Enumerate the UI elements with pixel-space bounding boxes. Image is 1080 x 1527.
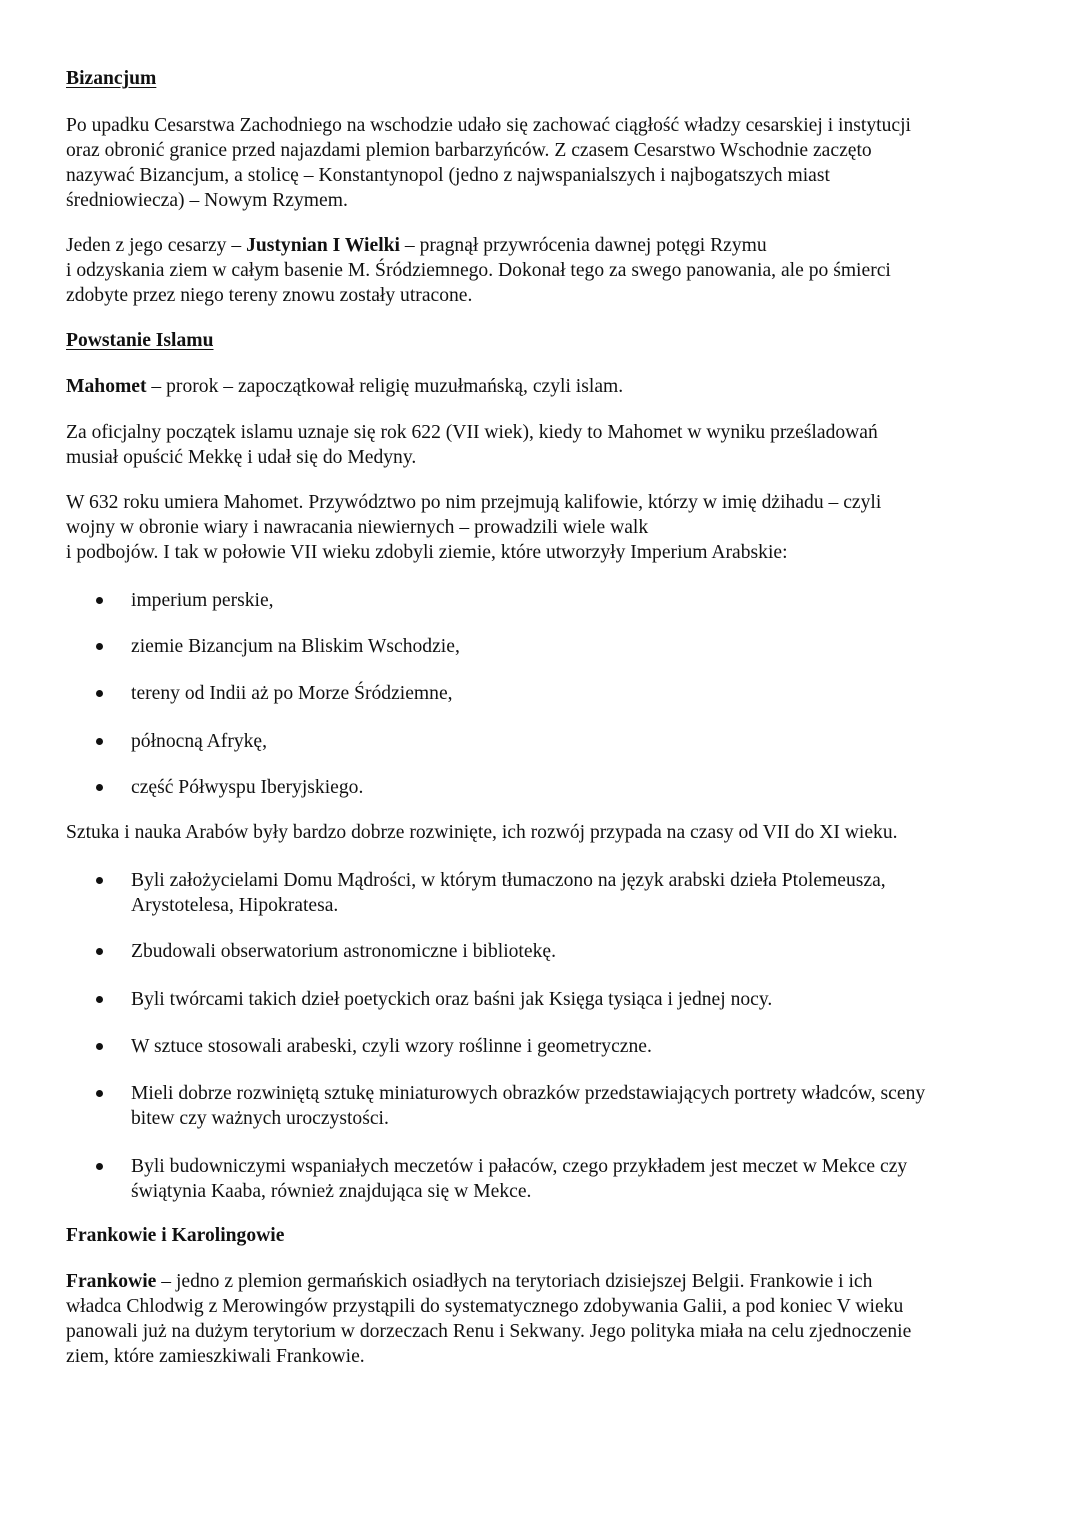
paragraph-line: Za oficjalny początek islamu uznaje się rok 622 (VII wiek), kiedy to Mahomet w wyniku prześladowań (66, 422, 878, 443)
bullet-icon (95, 775, 107, 800)
text-run: – prorok – zapoczątkował religię muzułmańską, czyli islam. (146, 376, 624, 397)
bullet-icon (95, 729, 107, 754)
paragraph-line: nazywać Bizancjum, a stolicę – Konstantynopol (jedno z najwspanialszych i najbogatszych miast (66, 165, 830, 186)
paragraph-line: W 632 roku umiera Mahomet. Przywództwo po nim przejmują kalifowie, którzy w imię dżihadu – czyli (66, 492, 882, 513)
list-item: Byli twórcami takich dzieł poetyckich oraz baśni jak Księga tysiąca i jednej nocy. (131, 989, 773, 1010)
list-item-continuation: Arystotelesa, Hipokratesa. (131, 895, 339, 916)
list-item: W sztuce stosowali arabeski, czyli wzory roślinne i geometryczne. (131, 1036, 652, 1057)
list-item: imperium perskie, (131, 590, 274, 611)
bullet-icon (95, 1154, 107, 1179)
list-item: północną Afrykę, (131, 731, 268, 752)
paragraph-line (66, 233, 767, 258)
paragraph-line: wojny w obronie wiary i nawracania niewiernych – prowadzili wiele walk (66, 517, 649, 538)
paragraph-line (66, 374, 623, 399)
list-item: Zbudowali obserwatorium astronomiczne i bibliotekę. (131, 941, 556, 962)
bullet-icon (95, 634, 107, 659)
paragraph-line: oraz obronić granice przed najazdami plemion barbarzyńców. Z czasem Cesarstwo Wschodnie zaczęto (66, 140, 872, 161)
paragraph-line: i podbojów. I tak w połowie VII wieku zdobyli ziemie, które utworzyły Imperium Arabskie: (66, 542, 788, 563)
paragraph-line (66, 1269, 872, 1294)
list-item-continuation: świątynia Kaaba, również znajdująca się w Mekce. (131, 1181, 532, 1202)
paragraph-line: Po upadku Cesarstwa Zachodniego na wschodzie udało się zachować ciągłość władzy cesarskiej i instytucji (66, 115, 911, 136)
bullet-icon (95, 588, 107, 613)
list-item-continuation: bitew czy ważnych uroczystości. (131, 1108, 389, 1129)
text-run: Jeden z jego cesarzy – (66, 235, 247, 256)
heading-powstanie-islamu: Powstanie Islamu (66, 330, 214, 351)
list-item: tereny od Indii aż po Morze Śródziemne, (131, 683, 453, 704)
paragraph-line: i odzyskania ziem w całym basenie M. Śródziemnego. Dokonał tego za swego panowania, ale po śmierci (66, 260, 891, 281)
paragraph-line: ziem, które zamieszkiwali Frankowie. (66, 1346, 365, 1367)
paragraph-line: panowali już na dużym terytorium w dorzeczach Renu i Sekwany. Jego polityka miała na celu zjednoczenie (66, 1321, 912, 1342)
paragraph-line: Sztuka i nauka Arabów były bardzo dobrze rozwinięte, ich rozwój przypada na czasy od VII do XI wieku. (66, 822, 898, 843)
list-item: ziemie Bizancjum na Bliskim Wschodzie, (131, 636, 460, 657)
list-item: część Półwyspu Iberyjskiego. (131, 777, 364, 798)
bullet-icon (95, 1034, 107, 1059)
bullet-icon (95, 868, 107, 893)
list-item: Mieli dobrze rozwiniętą sztukę miniaturowych obrazków przedstawiających portrety władców, sceny (131, 1083, 926, 1104)
list-item: Byli budowniczymi wspaniałych meczetów i pałaców, czego przykładem jest meczet w Mekce czy (131, 1156, 908, 1177)
paragraph-line: musiał opuścić Mekkę i udał się do Medyny. (66, 447, 417, 468)
heading-frankowie-i-karolingowie: Frankowie i Karolingowie (66, 1225, 285, 1246)
bullet-icon (95, 681, 107, 706)
emphasis-justynian: Justynian I Wielki (246, 235, 400, 256)
emphasis-frankowie: Frankowie (66, 1271, 157, 1292)
paragraph-line: średniowiecza) – Nowym Rzymem. (66, 190, 348, 211)
paragraph-line: władca Chlodwig z Merowingów przystąpili do systematycznego zdobywania Galii, a pod koniec V wieku (66, 1296, 904, 1317)
list-item: Byli założycielami Domu Mądrości, w którym tłumaczono na język arabski dzieła Ptolemeusza, (131, 870, 886, 891)
emphasis-mahomet: Mahomet (66, 376, 147, 397)
bullet-icon (95, 987, 107, 1012)
paragraph-line: zdobyte przez niego tereny znowu zostały utracone. (66, 285, 473, 306)
bullet-icon (95, 1081, 107, 1106)
heading-bizancjum: Bizancjum (66, 68, 157, 89)
text-run: – jedno z plemion germańskich osiadłych na terytoriach dzisiejszej Belgii. Frankowie i ich (156, 1271, 873, 1292)
bullet-icon (95, 939, 107, 964)
text-run: – pragnął przywrócenia dawnej potęgi Rzymu (400, 235, 767, 256)
